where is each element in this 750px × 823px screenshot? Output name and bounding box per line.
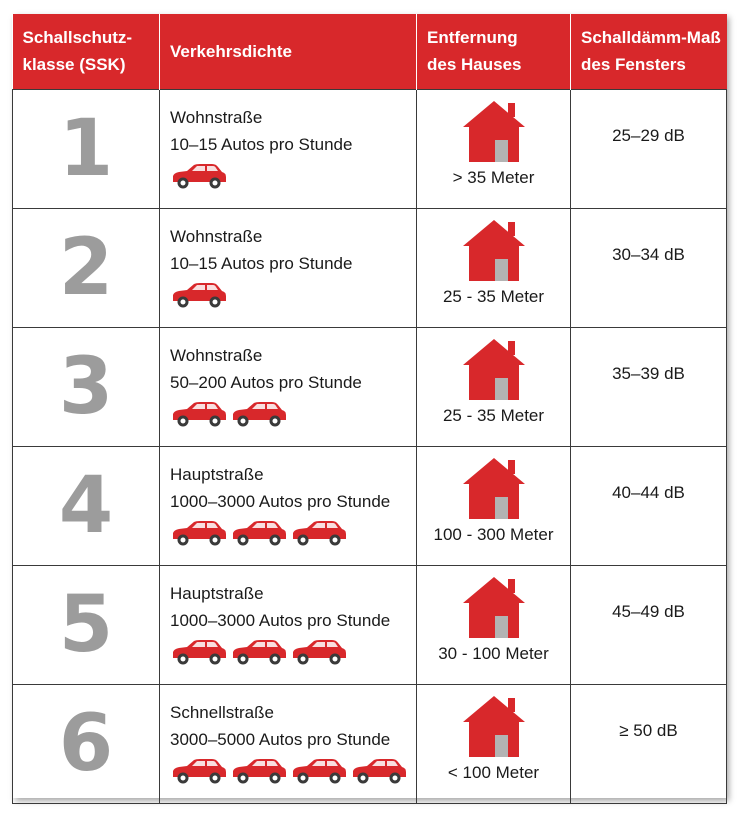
street-type: Hauptstraße bbox=[170, 464, 264, 484]
car-icon bbox=[290, 638, 348, 666]
window-insulation-cell bbox=[571, 446, 727, 565]
car-icons bbox=[170, 162, 416, 190]
sound-class-number: 3 bbox=[58, 341, 114, 432]
header-sound-class-line1: Schallschutz- bbox=[22, 28, 133, 48]
header-row bbox=[13, 14, 727, 89]
sound-class-number: 4 bbox=[58, 460, 114, 551]
house-distance: 25 - 35 Meter bbox=[442, 286, 545, 306]
window-insulation-value: 30–34 dB bbox=[612, 244, 685, 264]
sound-class-cell bbox=[13, 89, 160, 208]
window-insulation-cell bbox=[571, 327, 727, 446]
car-icons bbox=[170, 281, 416, 309]
header-window-insulation-line2: des Fensters bbox=[581, 55, 686, 75]
traffic-volume: 1000–3000 Autos pro Stunde bbox=[170, 610, 391, 630]
house-distance: 100 - 300 Meter bbox=[433, 524, 554, 544]
car-icon bbox=[230, 757, 288, 785]
car-icon bbox=[170, 638, 228, 666]
header-house-distance bbox=[417, 14, 571, 89]
sound-class-cell bbox=[13, 565, 160, 684]
street-type: Schnellstraße bbox=[170, 702, 274, 722]
traffic-volume: 50–200 Autos pro Stunde bbox=[170, 372, 362, 392]
traffic-density-cell bbox=[160, 89, 417, 208]
table-row bbox=[13, 684, 727, 803]
car-icon bbox=[230, 519, 288, 547]
sound-class-cell bbox=[13, 208, 160, 327]
car-icons bbox=[170, 519, 416, 547]
window-insulation-value: 25–29 dB bbox=[612, 125, 685, 145]
house-distance-cell bbox=[417, 684, 571, 803]
house-distance-cell bbox=[417, 89, 571, 208]
street-type: Wohnstraße bbox=[170, 226, 263, 246]
street-type: Hauptstraße bbox=[170, 583, 264, 603]
house-icon bbox=[462, 576, 526, 638]
car-icon bbox=[290, 519, 348, 547]
car-icon bbox=[350, 757, 408, 785]
header-traffic-density-line1: Verkehrsdichte bbox=[170, 41, 292, 61]
header-sound-class bbox=[13, 14, 160, 89]
sound-class-number: 2 bbox=[58, 222, 114, 313]
car-icon bbox=[170, 162, 228, 190]
traffic-volume: 10–15 Autos pro Stunde bbox=[170, 253, 353, 273]
sound-protection-table-frame bbox=[12, 14, 726, 798]
house-distance: 30 - 100 Meter bbox=[438, 643, 549, 663]
house-distance: 25 - 35 Meter bbox=[442, 405, 545, 425]
header-sound-class-line2: klasse (SSK) bbox=[22, 55, 126, 75]
car-icons bbox=[170, 638, 416, 666]
window-insulation-value: 40–44 dB bbox=[612, 482, 685, 502]
header-window-insulation bbox=[571, 14, 727, 89]
traffic-density-cell bbox=[160, 565, 417, 684]
street-type: Wohnstraße bbox=[170, 345, 263, 365]
house-distance: > 35 Meter bbox=[452, 167, 535, 187]
car-icon bbox=[170, 400, 228, 428]
car-icon bbox=[170, 281, 228, 309]
traffic-volume: 3000–5000 Autos pro Stunde bbox=[170, 729, 391, 749]
sound-class-number: 5 bbox=[58, 579, 114, 670]
sound-class-cell bbox=[13, 684, 160, 803]
table-row bbox=[13, 565, 727, 684]
window-insulation-value: 45–49 dB bbox=[612, 601, 685, 621]
house-distance: < 100 Meter bbox=[447, 762, 540, 782]
street-type: Wohnstraße bbox=[170, 107, 263, 127]
table-row bbox=[13, 208, 727, 327]
sound-protection-table bbox=[12, 14, 727, 804]
table-row bbox=[13, 446, 727, 565]
car-icon bbox=[170, 519, 228, 547]
house-icon bbox=[462, 219, 526, 281]
car-icon bbox=[290, 757, 348, 785]
header-house-distance-line1: Entfernung bbox=[427, 28, 518, 48]
traffic-density-cell bbox=[160, 327, 417, 446]
house-icon bbox=[462, 695, 526, 757]
header-window-insulation-line1: Schalldämm-Maß bbox=[581, 28, 721, 48]
sound-class-number: 6 bbox=[58, 698, 114, 789]
traffic-volume: 1000–3000 Autos pro Stunde bbox=[170, 491, 391, 511]
house-distance-cell bbox=[417, 565, 571, 684]
table-row bbox=[13, 327, 727, 446]
car-icons bbox=[170, 400, 416, 428]
house-icon bbox=[462, 100, 526, 162]
sound-class-cell bbox=[13, 446, 160, 565]
house-distance-cell bbox=[417, 327, 571, 446]
sound-class-cell bbox=[13, 327, 160, 446]
header-house-distance-line2: des Hauses bbox=[427, 55, 522, 75]
window-insulation-cell bbox=[571, 208, 727, 327]
table-row bbox=[13, 89, 727, 208]
car-icon bbox=[170, 757, 228, 785]
car-icon bbox=[230, 638, 288, 666]
header-traffic-density bbox=[160, 14, 417, 89]
traffic-volume: 10–15 Autos pro Stunde bbox=[170, 134, 353, 154]
house-icon bbox=[462, 457, 526, 519]
window-insulation-value: 35–39 dB bbox=[612, 363, 685, 383]
car-icons bbox=[170, 757, 416, 785]
window-insulation-cell bbox=[571, 89, 727, 208]
house-distance-cell bbox=[417, 208, 571, 327]
traffic-density-cell bbox=[160, 684, 417, 803]
traffic-density-cell bbox=[160, 446, 417, 565]
house-icon bbox=[462, 338, 526, 400]
traffic-density-cell bbox=[160, 208, 417, 327]
window-insulation-cell bbox=[571, 565, 727, 684]
window-insulation-value: ≥ 50 dB bbox=[619, 720, 678, 740]
window-insulation-cell bbox=[571, 684, 727, 803]
car-icon bbox=[230, 400, 288, 428]
house-distance-cell bbox=[417, 446, 571, 565]
sound-class-number: 1 bbox=[58, 103, 114, 194]
